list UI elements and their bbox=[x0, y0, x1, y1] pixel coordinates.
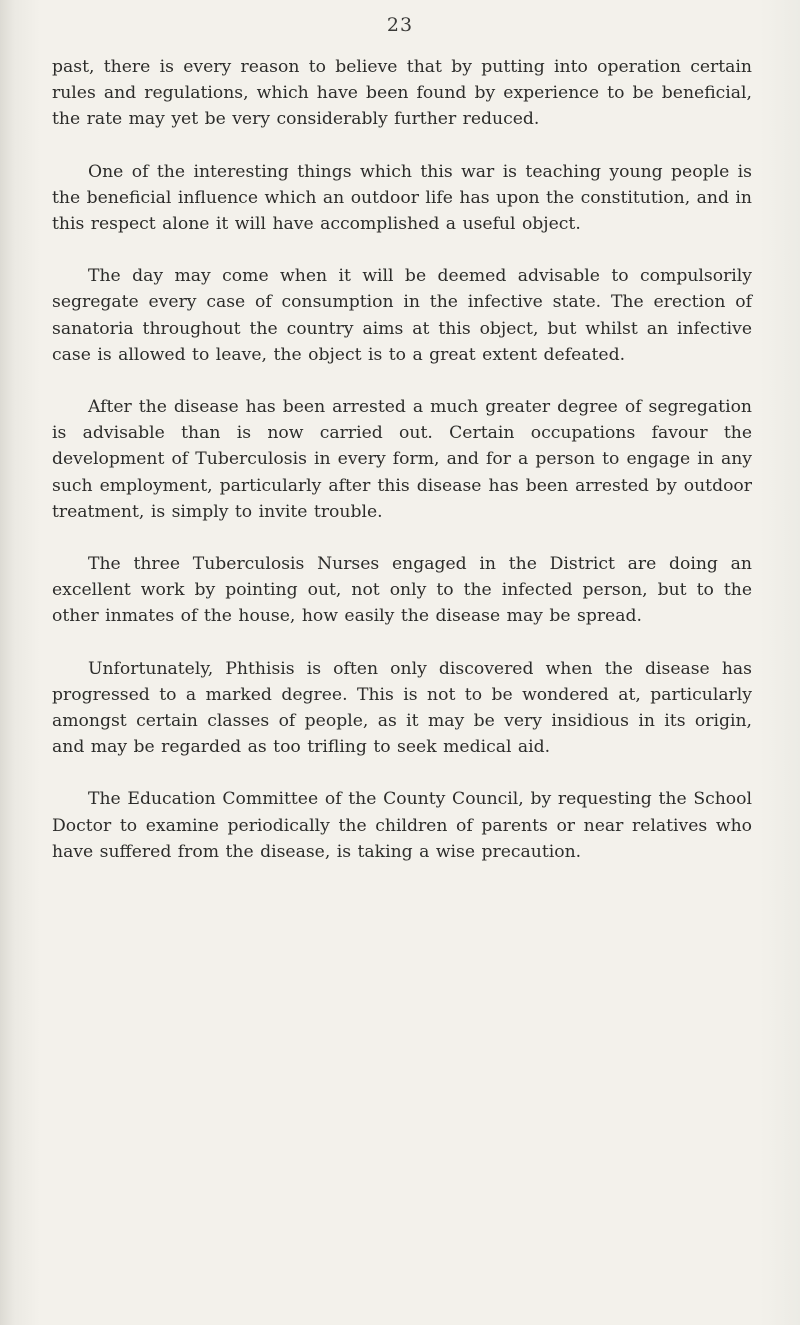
paragraph-3: The day may come when it will be deemed advisable to compulsorily segregate every case of consumption in the infective state. The erection of sanatoria throughout the country aims at this object, but whilst an infective case is allowed to leave, the object is to a great extent defeated. bbox=[52, 266, 752, 365]
paragraph-1: past, there is every reason to believe that by putting into operation certain rules and regulations, which have been found by experience to be beneficial, the rate may yet be very considerably further reduced. bbox=[52, 57, 752, 130]
body-text bbox=[52, 54, 752, 891]
paragraph-2: One of the interesting things which this war is teaching young people is the beneficial influence which an outdoor life has upon the constitution, and in this respect alone it will have accomplished a useful object. bbox=[52, 161, 752, 235]
paragraph-6: Unfortunately, Phthisis is often only discovered when the disease has progressed to a marked degree. This is not to be wondered at, particularly amongst certain classes of people, as it may be very insidious in its origin, and may be regarded as too trifling to seek medical aid. bbox=[52, 658, 752, 758]
paragraph-5: The three Tuberculosis Nurses engaged in the District are doing an excellent work by pointing out, not only to the infected person, but to the other inmates of the house, how easily the disease may be spread. bbox=[52, 554, 752, 627]
paragraph-4: After the disease has been arrested a much greater degree of segregation is advisable than is now carried out. Certain occupations favour the development of Tuberculosis in every form, and for a person to engage in any such employment, particularly after this disease has been arrested by outdoor treatment, is simply to invite trouble. bbox=[52, 397, 752, 522]
page-number: 23 bbox=[386, 14, 414, 36]
paragraph-7: The Education Committee of the County Council, by requesting the School Doctor to examine periodically the children of parents or near relatives who have suffered from the disease, is taking a wise precaution. bbox=[52, 789, 752, 862]
